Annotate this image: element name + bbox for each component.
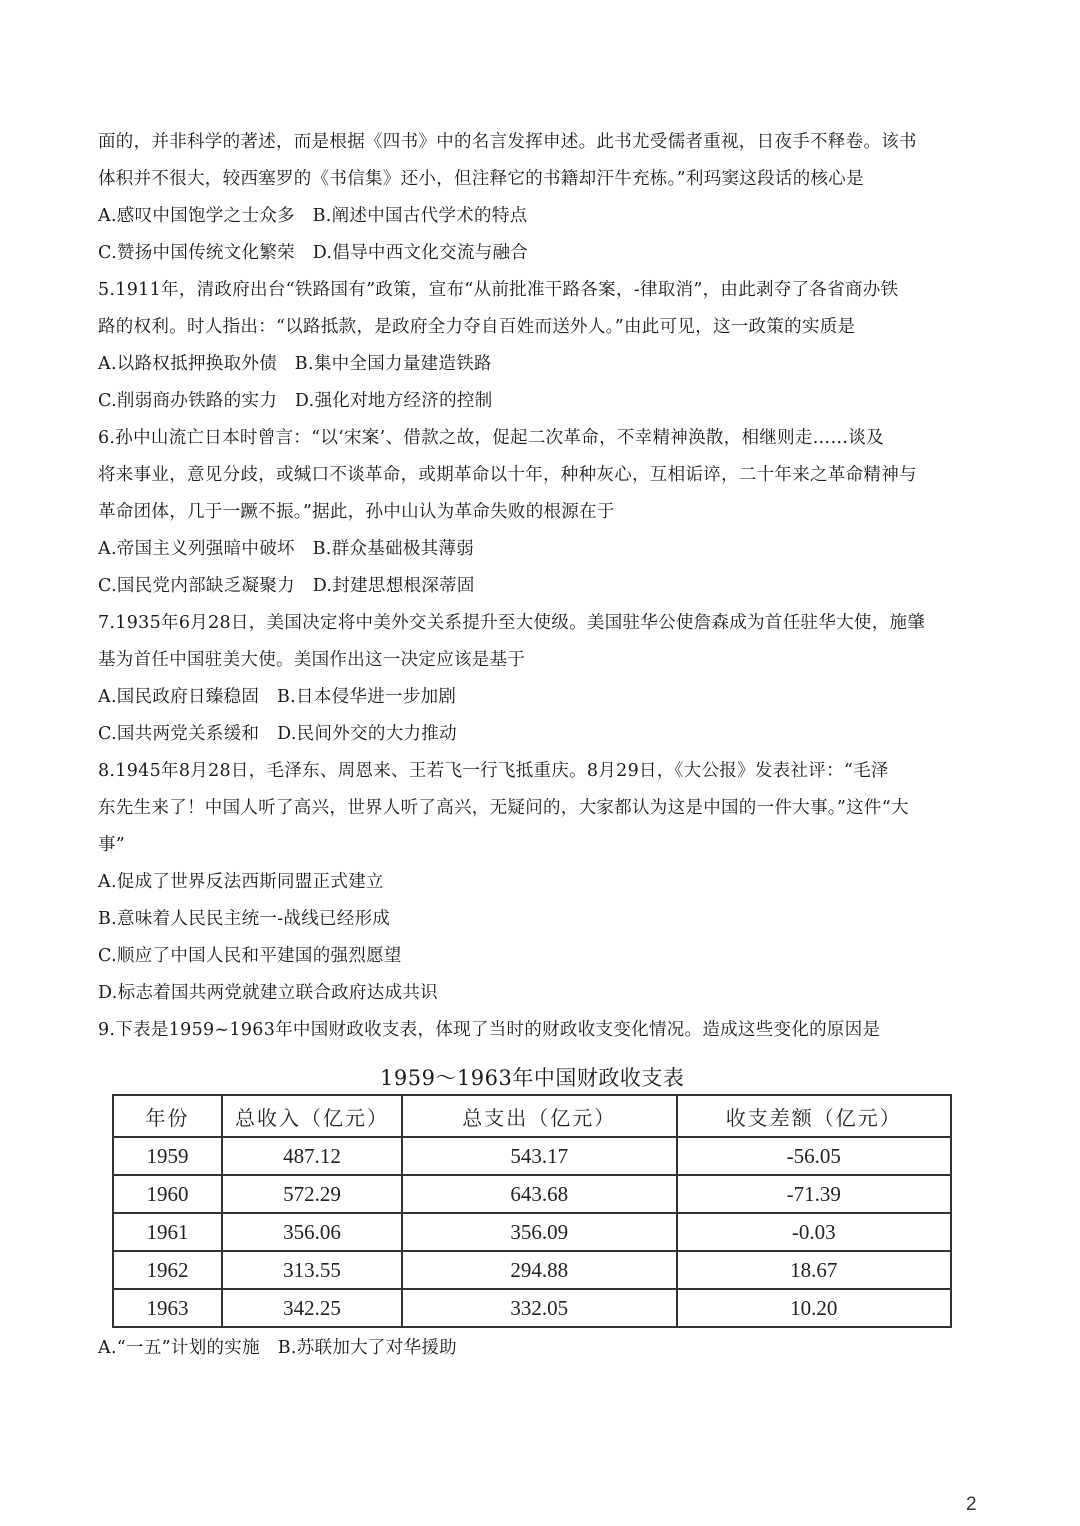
question-7-line-2: 基为首任中国驻美大使。美国作出这一决定应该是基于 (98, 650, 526, 670)
cell-expenditure: 332.05 (402, 1289, 677, 1327)
cell-income: 313.55 (222, 1251, 402, 1289)
option-8a: A.促成了世界反法西斯同盟正式建立 (98, 872, 384, 892)
question-6-line-1: 6.孙中山流亡日本时曾言：“以‘宋案’、借款之故，促起二次革命，不幸精神涣散，相继则走……谈及 (98, 428, 884, 448)
header-income: 总收入（亿元） (222, 1095, 402, 1137)
finance-table (112, 1094, 952, 1328)
question-7-line-1: 7.1935年6月28日，美国决定将中美外交关系提升至大使级。美国驻华公使詹森成为首任驻华大使，施肇 (98, 613, 926, 633)
cell-income: 356.06 (222, 1213, 402, 1251)
option-line-7cd: C.国共两党关系缓和 D.民间外交的大力推动 (98, 724, 457, 744)
cell-expenditure: 643.68 (402, 1175, 677, 1213)
table-row (113, 1289, 951, 1327)
question-8-line-3: 事” (98, 835, 126, 855)
cell-year: 1961 (113, 1213, 222, 1251)
cell-income: 487.12 (222, 1137, 402, 1175)
cell-balance: 18.67 (677, 1251, 952, 1289)
table-header-row (113, 1095, 951, 1137)
option-line-4ab: A.感叹中国饱学之士众多 B.阐述中国古代学术的特点 (98, 206, 528, 226)
page-number: 2 (966, 1494, 977, 1515)
header-balance: 收支差额（亿元） (677, 1095, 952, 1137)
cell-year: 1959 (113, 1137, 222, 1175)
question-6-line-2: 将来事业，意见分歧，或缄口不谈革命，或期革命以十年，种种灰心，互相诟谇，二十年来之革命精神与 (98, 465, 917, 485)
option-line-7ab: A.国民政府日臻稳固 B.日本侵华进一步加剧 (98, 687, 457, 707)
cell-expenditure: 356.09 (402, 1213, 677, 1251)
cell-income: 342.25 (222, 1289, 402, 1327)
table-row (113, 1137, 951, 1175)
option-line-6cd: C.国民党内部缺乏凝聚力 D.封建思想根深蒂固 (98, 576, 475, 596)
option-line-9ab: A.“一五”计划的实施 B.苏联加大了对华援助 (98, 1338, 457, 1358)
header-year: 年份 (113, 1095, 222, 1137)
cell-year: 1962 (113, 1251, 222, 1289)
question-9-line-1: 9.下表是1959~1963年中国财政收支表，体现了当时的财政收支变化情况。造成这些变化的原因是 (98, 1020, 881, 1040)
cell-year: 1963 (113, 1289, 222, 1327)
table-row (113, 1213, 951, 1251)
option-line-5ab: A.以路权抵押换取外债 B.集中全国力量建造铁路 (98, 354, 492, 374)
question-5-line-2: 路的权利。时人指出：“以路抵款，是政府全力夺自百姓而送外人。”由此可见，这一政策的实质是 (98, 317, 856, 337)
table-caption: 1959～1963年中国财政收支表 (380, 1066, 685, 1090)
cell-balance: -71.39 (677, 1175, 952, 1213)
cell-expenditure: 543.17 (402, 1137, 677, 1175)
option-line-6ab: A.帝国主义列强暗中破坏 B.群众基础极其薄弱 (98, 539, 475, 559)
cell-balance: 10.20 (677, 1289, 952, 1327)
question-8-line-2: 东先生来了！中国人听了高兴，世界人听了高兴，无疑问的，大家都认为这是中国的一件大事。”这件“大 (98, 798, 909, 818)
cell-expenditure: 294.88 (402, 1251, 677, 1289)
header-expenditure: 总支出（亿元） (402, 1095, 677, 1137)
question-5-line-1: 5.1911年，清政府出台“铁路国有”政策，宣布“从前批准干路各案，-律取消”，由此剥夺了各省商办铁 (98, 280, 899, 300)
option-8d: D.标志着国共两党就建立联合政府达成共识 (98, 983, 438, 1003)
option-line-4cd: C.赞扬中国传统文化繁荣 D.倡导中西文化交流与融合 (98, 243, 529, 263)
text-line-2: 体积并不很大，较西塞罗的《书信集》还小，但注释它的书籍却汗牛充栋。”利玛窦这段话的核心是 (98, 169, 864, 189)
question-6-line-3: 革命团体，几于一蹶不振。”据此，孙中山认为革命失败的根源在于 (98, 502, 615, 522)
text-line-1: 面的，并非科学的著述，而是根据《四书》中的名言发挥申述。此书尤受儒者重视，日夜手不释卷。该书 (98, 132, 917, 152)
option-8c: C.顺应了中国人民和平建国的强烈愿望 (98, 946, 402, 966)
table-row (113, 1251, 951, 1289)
question-8-line-1: 8.1945年8月28日，毛泽东、周恩来、王若飞一行飞抵重庆。8月29日，《大公报》发表社评：“毛泽 (98, 761, 889, 781)
cell-balance: -56.05 (677, 1137, 952, 1175)
table-row (113, 1175, 951, 1213)
option-line-5cd: C.削弱商办铁路的实力 D.强化对地方经济的控制 (98, 391, 493, 411)
cell-income: 572.29 (222, 1175, 402, 1213)
cell-balance: -0.03 (677, 1213, 952, 1251)
cell-year: 1960 (113, 1175, 222, 1213)
option-8b: B.意味着人民民主统一-战线已经形成 (98, 909, 391, 929)
